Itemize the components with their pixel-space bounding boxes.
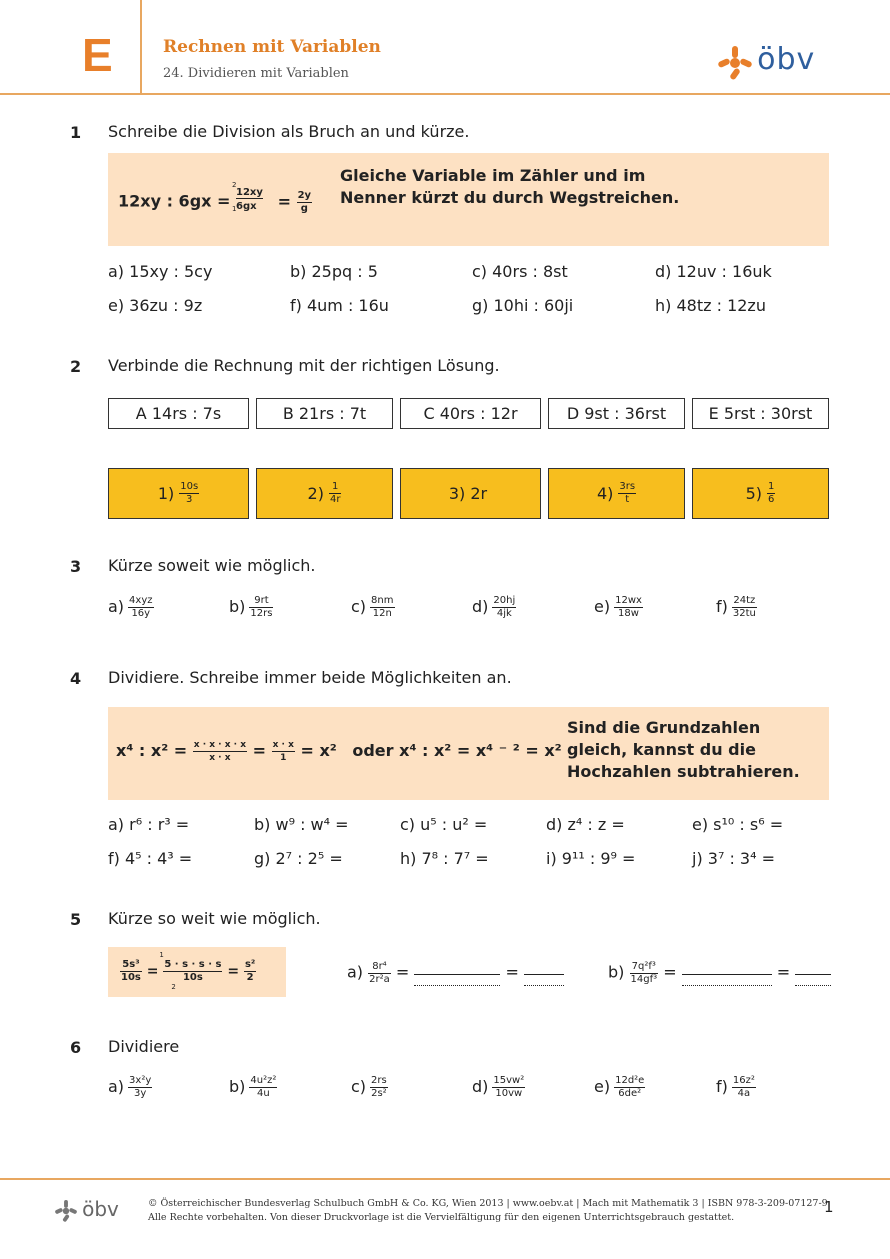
- calc-box[interactable]: C 40rs : 12r: [400, 398, 541, 429]
- task-instruction: Dividiere. Schreibe immer beide Möglichkeiten an.: [108, 668, 512, 687]
- example-denominator: 1: [280, 753, 287, 763]
- answer-label: 3) 2r: [448, 484, 488, 503]
- equals: =: [395, 962, 410, 982]
- example-denominator: x · x: [209, 753, 231, 763]
- section-title: 24. Dividieren mit Variablen: [163, 66, 349, 81]
- item-label: a): [347, 962, 364, 982]
- task-instruction: Schreibe die Division als Bruch an und kürze.: [108, 122, 470, 141]
- item-numerator: 20hj: [493, 595, 516, 606]
- publisher-logo: [718, 40, 815, 80]
- example-result: = x²: [300, 741, 337, 760]
- exercise-item: g) 10hi : 60ji: [472, 296, 574, 315]
- task5-item-b: [608, 960, 831, 986]
- answer-line[interactable]: [524, 960, 564, 975]
- example-denominator: 6gx: [236, 201, 257, 212]
- item-label: b): [229, 1077, 246, 1096]
- result-denominator: 2: [246, 972, 254, 983]
- item-denominator: 2r²a: [369, 973, 390, 985]
- exercise-item: a) r⁶ : r³ =: [108, 815, 190, 834]
- item-numerator: 4xyz: [129, 595, 153, 606]
- example-numerator: x · x: [272, 740, 294, 750]
- answer-box[interactable]: [400, 468, 541, 519]
- answer-label: 2): [307, 484, 324, 503]
- footer-logo: [55, 1196, 119, 1222]
- star-logo-icon: [718, 46, 752, 80]
- answer-fraction: [329, 481, 341, 506]
- equals: =: [146, 963, 159, 980]
- calc-box[interactable]: A 14rs : 7s: [108, 398, 249, 429]
- task-number: 6: [70, 1038, 82, 1057]
- item-label: b): [229, 597, 246, 616]
- exercise-item: j) 3⁷ : 3⁴ =: [692, 849, 776, 868]
- item-fraction: [370, 1075, 388, 1100]
- item-label: a): [108, 597, 125, 616]
- task5-item-a: [347, 960, 564, 986]
- answer-line[interactable]: [524, 975, 564, 986]
- exercise-item: [229, 1075, 277, 1100]
- answer-box[interactable]: [548, 468, 685, 519]
- equals: =: [252, 741, 267, 760]
- calc-box[interactable]: E 5rst : 30rst: [692, 398, 829, 429]
- task-number: 1: [70, 123, 82, 142]
- example-box: [108, 947, 286, 997]
- item-fraction: [370, 595, 394, 620]
- exercise-item: [716, 595, 757, 620]
- example-equation: [118, 181, 312, 217]
- example-numerator: 5s³: [120, 959, 142, 972]
- footer-line: © Österreichischer Bundesverlag Schulbuch GmbH & Co. KG, Wien 2013 | www.oebv.at | Mach mit Mathematik 3 | ISBN 978-3-209-07127-9: [148, 1198, 828, 1209]
- item-numerator: 9rt: [249, 595, 273, 608]
- example-numerator: 12xy: [236, 187, 263, 198]
- chapter-title: Rechnen mit Variablen: [163, 37, 381, 57]
- answer-box[interactable]: [256, 468, 393, 519]
- item-denominator: 16y: [131, 608, 151, 619]
- item-denominator: 14gf³: [630, 973, 658, 985]
- exercise-item: [594, 595, 643, 620]
- item-fraction: [492, 1075, 525, 1100]
- exercise-item: e) 36zu : 9z: [108, 296, 203, 315]
- item-label: f): [716, 597, 728, 616]
- item-numerator: 12d²e: [615, 1075, 645, 1086]
- exercise-item: d) 12uv : 16uk: [655, 262, 772, 281]
- answer-label: 5): [745, 484, 763, 503]
- item-denominator: 10vw: [495, 1088, 523, 1099]
- exercise-item: c) u⁵ : u² =: [400, 815, 488, 834]
- answer-line[interactable]: [414, 960, 500, 975]
- equals: =: [227, 963, 240, 980]
- item-label: e): [594, 1077, 611, 1096]
- example-lhs: x⁴ : x² =: [116, 741, 188, 760]
- task-number: 5: [70, 910, 82, 929]
- exercise-item: [351, 1075, 388, 1100]
- item-label: d): [472, 597, 489, 616]
- item-fraction: [614, 595, 643, 620]
- item-fraction: [249, 1075, 277, 1100]
- item-fraction: [128, 1075, 152, 1100]
- exercise-item: [472, 1075, 525, 1100]
- exercise-item: d) z⁴ : z =: [546, 815, 625, 834]
- example-denominator: 10s: [121, 972, 141, 983]
- equals: =: [663, 962, 677, 982]
- item-fraction: [492, 595, 516, 620]
- item-label: d): [472, 1077, 489, 1096]
- answer-denominator: t: [625, 494, 630, 505]
- small-factor: 1: [232, 205, 237, 213]
- calc-box[interactable]: D 9st : 36rst: [548, 398, 685, 429]
- answer-label: 1): [157, 484, 175, 503]
- item-denominator: 12rs: [250, 608, 273, 619]
- item-numerator: 8r⁴: [368, 961, 391, 974]
- small-factor: 2: [232, 181, 237, 189]
- result-numerator: s²: [244, 959, 256, 970]
- equals: =: [505, 962, 519, 982]
- exercise-item: h) 7⁸ : 7⁷ =: [400, 849, 489, 868]
- exercise-item: [108, 1075, 152, 1100]
- item-denominator: 4a: [737, 1088, 751, 1099]
- answer-box[interactable]: [108, 468, 249, 519]
- header-rule: [0, 93, 890, 95]
- item-denominator: 32tu: [732, 608, 756, 619]
- item-numerator: 3x²y: [129, 1075, 152, 1086]
- task-instruction: Kürze so weit wie möglich.: [108, 909, 321, 928]
- equals: =: [776, 962, 791, 982]
- result-numerator: 2y: [297, 189, 312, 201]
- exercise-item: [594, 1075, 645, 1100]
- item-denominator: 4jk: [496, 608, 512, 619]
- page-number: 1: [824, 1198, 834, 1216]
- item-fraction: [128, 595, 153, 620]
- answer-line[interactable]: [414, 975, 500, 986]
- exercise-item: [229, 595, 273, 620]
- answer-line[interactable]: [682, 960, 772, 975]
- small-factor: 1: [159, 951, 164, 959]
- answer-numerator: 3rs: [619, 481, 636, 492]
- item-fraction: [249, 595, 273, 620]
- exercise-item: e) s¹⁰ : s⁶ =: [692, 815, 784, 834]
- hint-text: Sind die Grundzahlen gleich, kannst du die Hochzahlen subtrahieren.: [567, 718, 800, 781]
- item-label: a): [108, 1077, 125, 1096]
- item-label: e): [594, 597, 611, 616]
- example-equation: [120, 951, 256, 991]
- exercise-item: b) 25pq : 5: [290, 262, 378, 281]
- item-denominator: 12n: [372, 608, 392, 619]
- exercise-item: [472, 595, 516, 620]
- item-label: b): [608, 962, 625, 982]
- task-number: 4: [70, 669, 82, 688]
- answer-fraction: [767, 481, 775, 506]
- exercise-item: f) 4um : 16u: [290, 296, 389, 315]
- exercise-item: [108, 595, 154, 620]
- task-number: 3: [70, 557, 82, 576]
- small-factor: 2: [171, 983, 176, 991]
- exercise-item: [351, 595, 395, 620]
- item-fraction: [614, 1075, 645, 1100]
- footer-copyright: [148, 1197, 828, 1225]
- answer-line[interactable]: [682, 975, 772, 986]
- chapter-letter: E: [82, 29, 113, 81]
- answer-denominator: 6: [768, 494, 775, 505]
- item-fraction: [732, 1075, 756, 1100]
- exercise-item: f) 4⁵ : 4³ =: [108, 849, 193, 868]
- answer-line[interactable]: [795, 975, 831, 986]
- answer-denominator: 4r: [329, 494, 341, 505]
- item-denominator: 18w: [618, 608, 639, 619]
- example-box: [108, 153, 829, 246]
- item-denominator: 3y: [134, 1088, 147, 1099]
- equals: =: [277, 191, 291, 211]
- example-lhs: 12xy : 6gx =: [118, 191, 231, 211]
- result-denominator: g: [300, 202, 308, 214]
- exercise-item: h) 48tz : 12zu: [655, 296, 766, 315]
- calc-box[interactable]: B 21rs : 7t: [256, 398, 393, 429]
- example-numerator: 5 · s · s · s: [164, 959, 222, 970]
- answer-box[interactable]: [692, 468, 829, 519]
- logo-text: öbv: [757, 42, 816, 77]
- exercise-item: b) w⁹ : w⁴ =: [254, 815, 349, 834]
- task-number: 2: [70, 357, 82, 376]
- item-numerator: 7q²f³: [630, 961, 659, 974]
- item-numerator: 24tz: [733, 595, 756, 606]
- answer-line[interactable]: [795, 960, 831, 975]
- example-equation: [116, 739, 562, 764]
- example-box: [108, 707, 829, 800]
- item-numerator: 8nm: [371, 595, 394, 606]
- exercise-item: [716, 1075, 756, 1100]
- item-label: c): [351, 1077, 367, 1096]
- answer-fraction: [179, 481, 199, 506]
- star-logo-icon: [55, 1200, 77, 1222]
- answer-denominator: 3: [186, 494, 193, 505]
- item-label: c): [351, 597, 367, 616]
- example-denominator: 10s: [182, 972, 203, 983]
- answer-numerator: 1: [329, 481, 341, 494]
- answer-label: 4): [596, 484, 614, 503]
- item-numerator: 4u²z²: [250, 1075, 277, 1086]
- footer-line: Alle Rechte vorbehalten. Von dieser Druckvorlage ist die Vervielfältigung für den eigenen Unterrichtsgebrauch gestattet.: [148, 1212, 735, 1223]
- task-instruction: Dividiere: [108, 1037, 180, 1056]
- answer-numerator: 10s: [180, 481, 199, 492]
- answer-fraction: [618, 481, 636, 506]
- header-divider: [140, 0, 142, 94]
- item-denominator: 6de²: [618, 1088, 642, 1099]
- item-denominator: 2s²: [371, 1088, 387, 1099]
- item-numerator: 12wx: [615, 595, 642, 606]
- exercise-item: i) 9¹¹ : 9⁹ =: [546, 849, 636, 868]
- footer-logo-text: öbv: [82, 1197, 119, 1221]
- example-numerator: x · x · x · x: [193, 740, 247, 750]
- item-numerator: 16z²: [732, 1075, 755, 1086]
- footer-rule: [0, 1178, 890, 1180]
- answer-numerator: 1: [768, 481, 775, 492]
- exercise-item: g) 2⁷ : 2⁵ =: [254, 849, 343, 868]
- exercise-item: c) 40rs : 8st: [472, 262, 568, 281]
- item-numerator: 2rs: [371, 1075, 387, 1086]
- item-label: f): [716, 1077, 728, 1096]
- item-fraction: [732, 595, 757, 620]
- task-instruction: Kürze soweit wie möglich.: [108, 556, 316, 575]
- exercise-item: a) 15xy : 5cy: [108, 262, 213, 281]
- example-alternative: oder x⁴ : x² = x⁴ ⁻ ² = x²: [352, 741, 562, 760]
- item-numerator: 15vw²: [493, 1075, 525, 1086]
- item-denominator: 4u: [257, 1088, 270, 1099]
- hint-text: Gleiche Variable im Zähler und im Nenner kürzt du durch Wegstreichen.: [340, 166, 680, 207]
- task-instruction: Verbinde die Rechnung mit der richtigen Lösung.: [108, 356, 500, 375]
